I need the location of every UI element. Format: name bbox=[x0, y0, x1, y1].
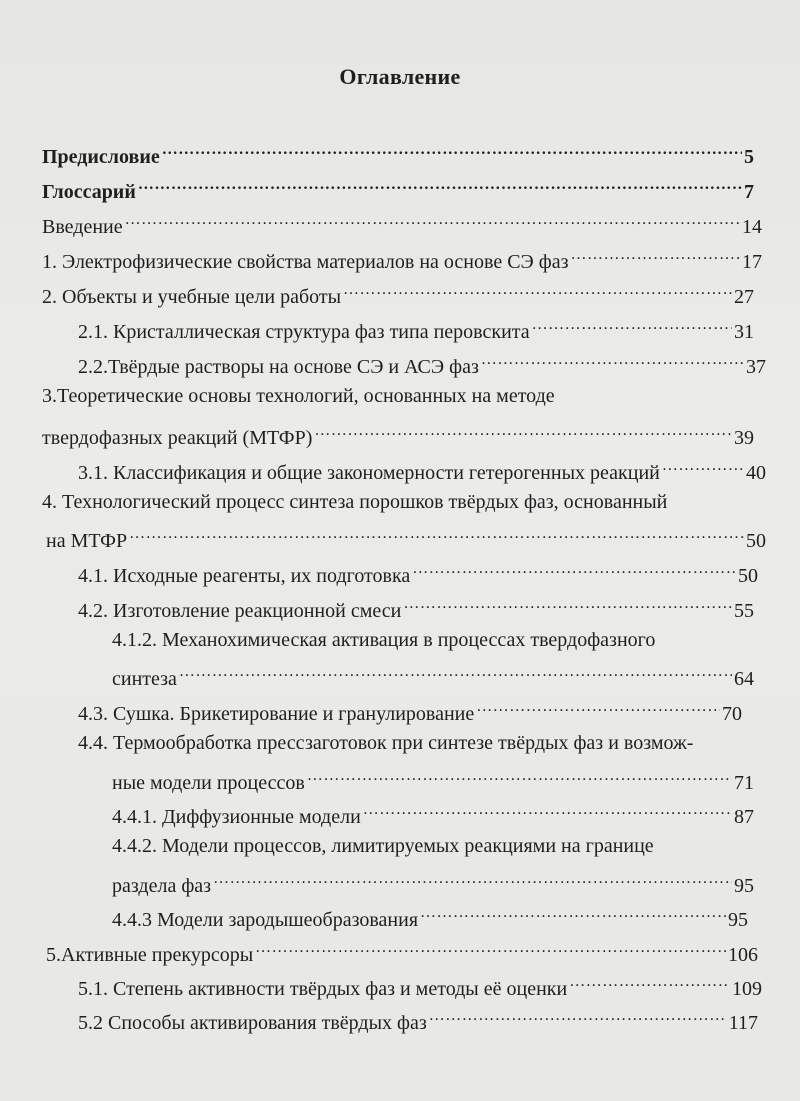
page-title: Оглавление bbox=[339, 64, 461, 89]
toc-page-number: 27 bbox=[734, 286, 754, 308]
toc-entry-section-4-1-2 bbox=[112, 659, 754, 692]
dot-leader bbox=[569, 969, 730, 995]
toc-entry-label: 4.1. Исходные реагенты, их подготовка bbox=[78, 565, 411, 587]
toc-entry-label: Глоссарий bbox=[42, 181, 136, 203]
toc-entry-label: 5.1. Степень активности твёрдых фаз и методы её оценки bbox=[78, 978, 568, 1000]
toc-entry-section-4-2 bbox=[78, 591, 754, 624]
toc-page-number: 87 bbox=[734, 806, 754, 828]
toc-page-number: 31 bbox=[734, 321, 754, 343]
toc-entry-section-4-4-1 bbox=[112, 797, 754, 830]
toc-entry-section-5-1 bbox=[78, 969, 762, 1002]
dot-leader bbox=[481, 347, 744, 373]
toc-entry-label: 4.4.1. Диффузионные модели bbox=[112, 806, 361, 828]
toc-page-number: 50 bbox=[746, 530, 766, 552]
dot-leader bbox=[532, 312, 732, 338]
toc-entry-label: твердофазных реакций (МТФР) bbox=[42, 427, 313, 449]
toc-entry-label: 3.1. Классификация и общие закономерности гетерогенных реакций bbox=[78, 462, 660, 484]
toc-page-number: 17 bbox=[742, 251, 762, 273]
dot-leader bbox=[420, 900, 726, 926]
toc-entry-label: 1. Электрофизические свойства материалов на основе СЭ фаз bbox=[42, 251, 569, 273]
toc-page-number: 71 bbox=[734, 772, 754, 794]
toc-entry-section-4-4-2-line1: 4.4.2. Модели процессов, лимитируемых реакциями на границе bbox=[112, 835, 654, 857]
toc-entry-intro bbox=[42, 207, 762, 240]
dot-leader bbox=[412, 556, 736, 582]
toc-page-number: 70 bbox=[722, 703, 742, 725]
dot-leader bbox=[662, 453, 744, 479]
toc-entry-label: раздела фаз bbox=[112, 875, 212, 897]
toc-entry-chapter-1 bbox=[42, 242, 762, 275]
toc-entry-section-2-1 bbox=[78, 312, 754, 345]
toc-page-number: 14 bbox=[742, 216, 762, 238]
toc-page-number: 64 bbox=[734, 668, 754, 690]
dot-leader bbox=[138, 172, 742, 198]
toc-entry-section-4-4 bbox=[112, 763, 754, 796]
toc-page-number: 117 bbox=[728, 1012, 758, 1034]
dot-leader bbox=[125, 207, 740, 233]
toc-page-number: 7 bbox=[744, 181, 754, 203]
dot-leader bbox=[314, 418, 732, 444]
dot-leader bbox=[476, 694, 720, 720]
dot-leader bbox=[213, 866, 732, 892]
dot-leader bbox=[403, 591, 732, 617]
toc-entry-label: 4.4.3 Модели зародышеобразования bbox=[112, 909, 419, 931]
toc-entry-label: 2.2.Твёрдые растворы на основе СЭ и АСЭ фаз bbox=[78, 356, 479, 378]
toc-entry-label: Предисловие bbox=[42, 146, 160, 168]
toc-entry-chapter-2 bbox=[42, 277, 754, 310]
toc-page-number: 37 bbox=[746, 356, 766, 378]
toc-entry-chapter-3 bbox=[42, 418, 754, 451]
toc-page-number: 95 bbox=[728, 909, 748, 931]
toc-entry-section-5-2 bbox=[78, 1003, 758, 1036]
toc-entry-section-2-2 bbox=[78, 347, 766, 380]
toc-entry-chapter-5 bbox=[46, 935, 758, 968]
toc-entry-glossary bbox=[42, 172, 754, 205]
toc-entry-chapter-4-line1: 4. Технологический процесс синтеза порошков твёрдых фаз, основанный bbox=[42, 491, 668, 513]
dot-leader bbox=[307, 763, 732, 789]
toc-entry-section-4-1 bbox=[78, 556, 758, 589]
toc-entry-section-4-4-line1: 4.4. Термообработка прессзаготовок при синтезе твёрдых фаз и возмож- bbox=[78, 732, 694, 754]
toc-entry-section-4-3 bbox=[78, 694, 742, 727]
toc-entry-label: 2.1. Кристаллическая структура фаз типа перовскита bbox=[78, 321, 530, 343]
toc-page-number: 5 bbox=[744, 146, 754, 168]
toc-entry-chapter-3-line1: 3.Теоретические основы технологий, основанных на методе bbox=[42, 385, 555, 407]
dot-leader bbox=[429, 1003, 727, 1029]
toc-entry-preface bbox=[42, 137, 754, 170]
dot-leader bbox=[162, 137, 742, 163]
dot-leader bbox=[129, 521, 744, 547]
toc-entry-section-4-1-2-line1: 4.1.2. Механохимическая активация в процессах твердофазного bbox=[112, 629, 656, 651]
toc-entry-label: 4.2. Изготовление реакционной смеси bbox=[78, 600, 402, 622]
toc-entry-section-4-4-2 bbox=[112, 866, 754, 899]
toc-page-number: 109 bbox=[732, 978, 762, 1000]
toc-page-number: 50 bbox=[738, 565, 758, 587]
toc-page-number: 40 bbox=[746, 462, 766, 484]
dot-leader bbox=[255, 935, 726, 961]
toc-entry-label: ные модели процессов bbox=[112, 772, 305, 794]
toc-page-number: 39 bbox=[734, 427, 754, 449]
toc-entry-label: на МТФР bbox=[46, 530, 128, 552]
toc-entry-label: 4.3. Сушка. Брикетирование и гранулирование bbox=[78, 703, 475, 725]
toc-entry-section-3-1 bbox=[78, 453, 766, 486]
dot-leader bbox=[343, 277, 732, 303]
toc-page-number: 55 bbox=[734, 600, 754, 622]
dot-leader bbox=[570, 242, 740, 268]
toc-entry-section-4-4-3 bbox=[112, 900, 748, 933]
dot-leader bbox=[363, 797, 732, 823]
toc-entry-label: Введение bbox=[42, 216, 123, 238]
toc-entry-label: 5.Активные прекурсоры bbox=[46, 944, 254, 966]
dot-leader bbox=[179, 659, 732, 685]
toc-page-number: 95 bbox=[734, 875, 754, 897]
toc-page-number: 106 bbox=[728, 944, 758, 966]
toc-entry-label: 5.2 Способы активирования твёрдых фаз bbox=[78, 1012, 427, 1034]
toc-entry-label: синтеза bbox=[112, 668, 177, 690]
toc-entry-chapter-4 bbox=[46, 521, 766, 554]
toc-entry-label: 2. Объекты и учебные цели работы bbox=[42, 286, 342, 308]
